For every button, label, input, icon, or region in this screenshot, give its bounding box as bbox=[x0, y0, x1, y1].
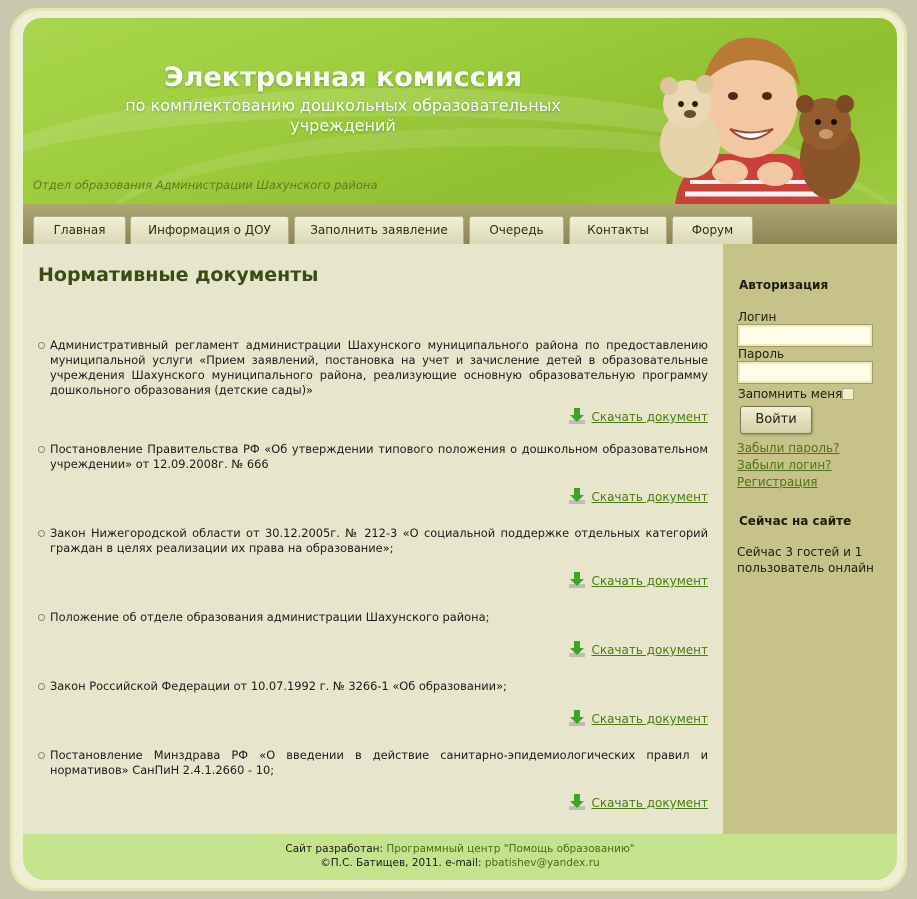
bullet-icon bbox=[38, 614, 45, 621]
register-link[interactable]: Регистрация bbox=[737, 475, 818, 489]
download-link[interactable] bbox=[568, 709, 708, 727]
document-title: Постановление Правительства РФ «Об утверждении типового положения о дошкольном образовательном учреждении» от 12.09.2008г. № 666 bbox=[50, 442, 708, 471]
nav-item-forum[interactable]: Форум bbox=[672, 216, 753, 244]
document-item bbox=[38, 442, 708, 472]
download-link[interactable] bbox=[568, 407, 708, 425]
download-link[interactable] bbox=[568, 640, 708, 658]
developer-name: Программный центр "Помощь образованию" bbox=[386, 843, 635, 855]
password-input[interactable] bbox=[738, 362, 872, 383]
site-subtitle: по комплектованию дошкольных образовательных учреждений bbox=[125, 96, 561, 135]
header bbox=[23, 18, 897, 204]
bullet-icon bbox=[38, 530, 45, 537]
login-label: Логин bbox=[738, 310, 777, 324]
nav-item-contacts[interactable]: Контакты bbox=[569, 216, 667, 244]
page-title: Нормативные документы bbox=[38, 264, 319, 286]
forgot-login-link[interactable]: Забыли логин? bbox=[737, 458, 832, 472]
footer-developer bbox=[23, 842, 897, 856]
download-arrow-icon bbox=[568, 407, 586, 425]
developer-label: Сайт разработан: bbox=[285, 843, 384, 855]
nav-item-home[interactable]: Главная bbox=[33, 216, 126, 244]
document-title: Закон Нижегородской области от 30.12.2005г. № 212-3 «О социальной поддержке отдельных категорий граждан в целях реализации их права на образование»; bbox=[50, 526, 708, 555]
document-item bbox=[38, 748, 708, 778]
login-input[interactable] bbox=[738, 325, 872, 346]
site-title: Электронная комиссия bbox=[163, 62, 523, 93]
bullet-icon bbox=[38, 752, 45, 759]
login-button[interactable]: Войти bbox=[740, 406, 812, 434]
child-with-teddy-bears-image bbox=[635, 24, 865, 204]
document-title: Закон Российской Федерации от 10.07.1992 г. № 3266-1 «Об образовании»; bbox=[50, 679, 507, 693]
online-status: Сейчас 3 гостей и 1 пользователь онлайн bbox=[737, 545, 874, 575]
bullet-icon bbox=[38, 446, 45, 453]
department-name: Отдел образования Администрации Шахунского района bbox=[33, 178, 378, 192]
sidebar bbox=[723, 244, 897, 834]
download-arrow-icon bbox=[568, 487, 586, 505]
main-content bbox=[23, 244, 723, 834]
download-arrow-icon bbox=[568, 793, 586, 811]
auth-title: Авторизация bbox=[739, 278, 829, 292]
email-link[interactable]: pbatishev@yandex.ru bbox=[484, 857, 600, 869]
copyright-text: ©П.С. Батищев, 2011. e-mail: bbox=[320, 857, 482, 869]
download-label: Скачать документ bbox=[591, 712, 708, 726]
download-arrow-icon bbox=[568, 640, 586, 658]
remember-checkbox[interactable] bbox=[842, 388, 854, 400]
download-label: Скачать документ bbox=[591, 574, 708, 588]
download-label: Скачать документ bbox=[591, 490, 708, 504]
document-title: Административный регламент администрации Шахунского муниципального района по предоставлению муниципальной услуги «Прием заявлений, постановка на учет и зачисление детей в образовательные учреждения Шахунского муниципального района, реализующие основную образовательную программу дошкольного образования (детские сады)» bbox=[50, 338, 708, 397]
download-link[interactable] bbox=[568, 487, 708, 505]
footer bbox=[23, 834, 897, 880]
bullet-icon bbox=[38, 342, 45, 349]
nav-item-queue[interactable]: Очередь bbox=[469, 216, 564, 244]
document-title: Постановление Минздрава РФ «О введении в действие санитарно-эпидемиологических правил и нормативов» СанПиН 2.4.1.2660 - 10; bbox=[50, 748, 708, 777]
document-item bbox=[38, 610, 708, 625]
download-arrow-icon bbox=[568, 571, 586, 589]
document-item bbox=[38, 338, 708, 398]
remember-label: Запомнить меня bbox=[738, 387, 843, 401]
bullet-icon bbox=[38, 683, 45, 690]
document-title: Положение об отделе образования администрации Шахунского района; bbox=[50, 610, 490, 624]
document-item bbox=[38, 679, 708, 694]
document-item bbox=[38, 526, 708, 556]
footer-copyright bbox=[23, 856, 897, 870]
nav-item-dou-info[interactable]: Информация о ДОУ bbox=[130, 216, 289, 244]
page bbox=[23, 18, 897, 880]
password-label: Пароль bbox=[738, 347, 785, 361]
download-link[interactable] bbox=[568, 571, 708, 589]
main-nav bbox=[23, 204, 897, 244]
download-arrow-icon bbox=[568, 709, 586, 727]
download-label: Скачать документ bbox=[591, 643, 708, 657]
download-link[interactable] bbox=[568, 793, 708, 811]
download-label: Скачать документ bbox=[591, 796, 708, 810]
online-title: Сейчас на сайте bbox=[739, 514, 852, 528]
nav-item-apply[interactable]: Заполнить заявление bbox=[294, 216, 464, 244]
forgot-password-link[interactable]: Забыли пароль? bbox=[737, 441, 840, 455]
download-label: Скачать документ bbox=[591, 410, 708, 424]
